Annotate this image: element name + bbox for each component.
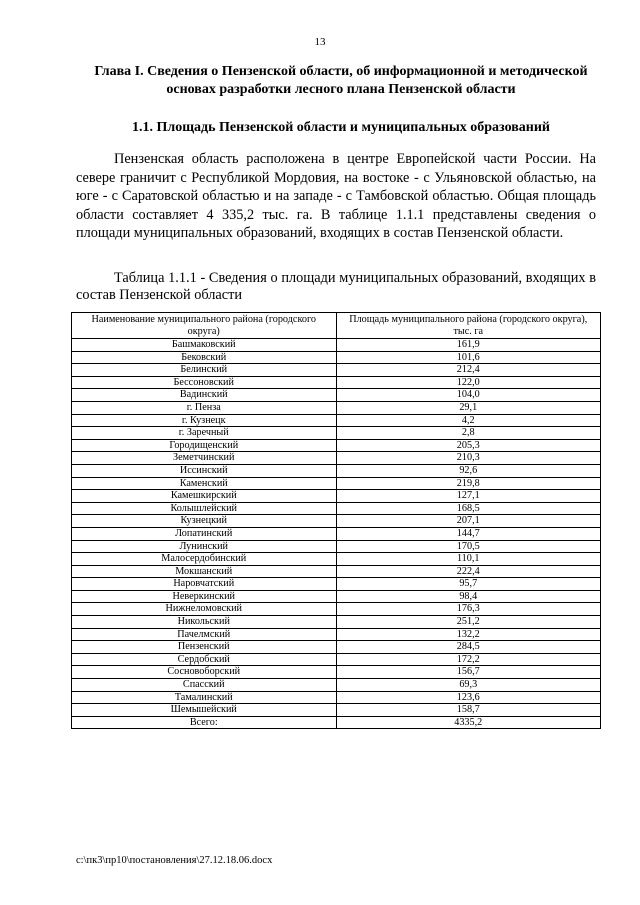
section-title: 1.1. Площадь Пензенской области и муниципальных образований	[131, 120, 550, 135]
table-row	[72, 691, 601, 704]
district-name-cell: Каменский	[72, 477, 337, 490]
district-area-cell: 29,1	[336, 401, 601, 414]
district-name-cell: Наровчатский	[72, 578, 337, 591]
table-row	[72, 490, 601, 503]
table-row	[72, 666, 601, 679]
table-row	[72, 502, 601, 515]
district-area-cell: 212,4	[336, 364, 601, 377]
table-row	[72, 641, 601, 654]
header-district-area: Площадь муниципального района (городского округа), тыс. га	[336, 313, 601, 339]
table-row	[72, 653, 601, 666]
table-row	[72, 401, 601, 414]
district-area-cell: 2,8	[336, 427, 601, 440]
footer-file-path: c:\пк3\пр10\постановления\27.12.18.06.docx	[76, 855, 273, 866]
district-name-cell: Пачелмский	[72, 628, 337, 641]
table-row	[72, 616, 601, 629]
page-number: 13	[314, 36, 326, 48]
table-row	[72, 628, 601, 641]
table-row	[72, 590, 601, 603]
table-row	[72, 553, 601, 566]
district-area-cell: 172,2	[336, 653, 601, 666]
district-name-cell: Белинский	[72, 364, 337, 377]
district-area-cell: 219,8	[336, 477, 601, 490]
district-name-cell: Мокшанский	[72, 565, 337, 578]
district-name-cell: Никольский	[72, 616, 337, 629]
district-area-cell: 98,4	[336, 590, 601, 603]
district-name-cell: г. Заречный	[72, 427, 337, 440]
district-area-cell: 156,7	[336, 666, 601, 679]
district-name-cell: Пензенский	[72, 641, 337, 654]
district-name-cell: Неверкинский	[72, 590, 337, 603]
district-area-cell: 205,3	[336, 439, 601, 452]
table-header-row	[72, 313, 601, 339]
table-row	[72, 452, 601, 465]
table-row	[72, 364, 601, 377]
table-row	[72, 565, 601, 578]
district-area-cell: 127,1	[336, 490, 601, 503]
table-row	[72, 527, 601, 540]
district-name-cell: Малосердобинский	[72, 553, 337, 566]
table-row	[72, 414, 601, 427]
table-row	[72, 603, 601, 616]
header-district-name: Наименование муниципального района (городского округа)	[72, 313, 337, 339]
district-name-cell: Земетчинский	[72, 452, 337, 465]
district-area-cell: 170,5	[336, 540, 601, 553]
table-row	[72, 716, 601, 729]
district-area-cell: 168,5	[336, 502, 601, 515]
district-name-cell: Башмаковский	[72, 339, 337, 352]
district-name-cell: Всего:	[72, 716, 337, 729]
district-area-cell: 161,9	[336, 339, 601, 352]
district-area-cell: 110,1	[336, 553, 601, 566]
table-row	[72, 427, 601, 440]
table-row	[72, 704, 601, 717]
table-row	[72, 376, 601, 389]
table-row	[72, 540, 601, 553]
district-area-cell: 123,6	[336, 691, 601, 704]
district-area-cell: 69,3	[336, 679, 601, 692]
district-area-cell: 4,2	[336, 414, 601, 427]
table-row	[72, 464, 601, 477]
district-name-cell: Бессоновский	[72, 376, 337, 389]
district-name-cell: Лунинский	[72, 540, 337, 553]
district-name-cell: Бековский	[72, 351, 337, 364]
district-area-cell: 222,4	[336, 565, 601, 578]
district-name-cell: Городищенский	[72, 439, 337, 452]
district-area-cell: 207,1	[336, 515, 601, 528]
district-area-cell: 251,2	[336, 616, 601, 629]
district-name-cell: Шемышейский	[72, 704, 337, 717]
district-area-cell: 4335,2	[336, 716, 601, 729]
district-name-cell: Иссинский	[72, 464, 337, 477]
district-area-cell: 92,6	[336, 464, 601, 477]
table-caption: Таблица 1.1.1 - Сведения о площади муниципальных образований, входящих в состав Пензенской области	[76, 270, 596, 303]
district-area-cell: 104,0	[336, 389, 601, 402]
district-name-cell: Вадинский	[72, 389, 337, 402]
district-name-cell: Колышлейский	[72, 502, 337, 515]
district-name-cell: Нижнеломовский	[72, 603, 337, 616]
table-row	[72, 351, 601, 364]
district-name-cell: Тамалинский	[72, 691, 337, 704]
district-name-cell: Спасский	[72, 679, 337, 692]
area-table	[71, 312, 601, 729]
table-row	[72, 389, 601, 402]
district-area-cell: 122,0	[336, 376, 601, 389]
district-area-cell: 284,5	[336, 641, 601, 654]
district-name-cell: Лопатинский	[72, 527, 337, 540]
district-name-cell: Сосновоборский	[72, 666, 337, 679]
body-paragraph: Пензенская область расположена в центре Европейской части России. На севере граничит с Республикой Мордовия, на востоке - с Ульяновской областью, на юге - с Саратовской областью и на западе - с Тамбовской областью. Общая площадь области составляет 4 335,2 тыс. га. В таблице 1.1.1 представлены сведения о площади муниципальных образований, входящих в состав Пензенской области.	[76, 151, 596, 242]
chapter-title: Глава I. Сведения о Пензенской области, об информационной и методической основах разработки лесного плана Пензенской области	[94, 64, 588, 97]
district-name-cell: Камешкирский	[72, 490, 337, 503]
district-area-cell: 95,7	[336, 578, 601, 591]
table-row	[72, 439, 601, 452]
district-name-cell: г. Кузнецк	[72, 414, 337, 427]
district-area-cell: 176,3	[336, 603, 601, 616]
table-row	[72, 477, 601, 490]
district-area-cell: 144,7	[336, 527, 601, 540]
district-name-cell: Сердобский	[72, 653, 337, 666]
district-area-cell: 132,2	[336, 628, 601, 641]
district-area-cell: 158,7	[336, 704, 601, 717]
district-area-cell: 101,6	[336, 351, 601, 364]
table-row	[72, 578, 601, 591]
table-body	[72, 339, 601, 729]
table-row	[72, 339, 601, 352]
table-row	[72, 679, 601, 692]
district-name-cell: г. Пенза	[72, 401, 337, 414]
district-name-cell: Кузнецкий	[72, 515, 337, 528]
table-row	[72, 515, 601, 528]
district-area-cell: 210,3	[336, 452, 601, 465]
